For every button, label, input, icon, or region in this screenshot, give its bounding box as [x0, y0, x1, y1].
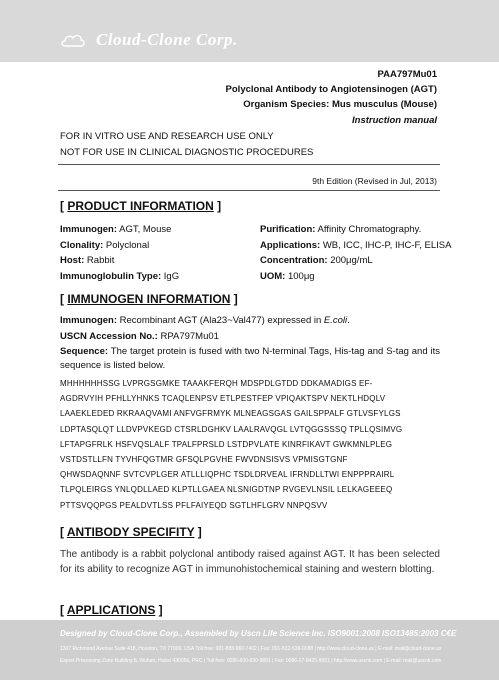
- sequence-description: Sequence: The target protein is fused with two N-terminal Tags, His-tag and S-tag and its sequence is listed below.: [60, 346, 441, 371]
- sequence-line: MHHHHHHSSG LVPRGSGMKE TAAAKFERQH MDSPDLGTDD DDKAMADIGS EF-: [60, 379, 373, 388]
- purification-row: Purification: Affinity Chromatography.: [260, 224, 422, 235]
- product-name: Polyclonal Antibody to Angiotensinogen (AGT): [225, 84, 437, 95]
- edition-text: 9th Edition (Revised in Jul, 2013): [312, 176, 437, 186]
- immunogen-row: Immunogen: AGT, Mouse: [60, 224, 172, 235]
- page-header: [0, 0, 499, 62]
- divider: [58, 164, 440, 165]
- immunogen-detail-row: Immunogen: Recombinant AGT (Ala23~Val477) expressed in E.coli.: [60, 315, 350, 326]
- cloud-logo-icon: [60, 32, 86, 48]
- page-footer: [0, 620, 499, 680]
- footer-prc-address: Export Processing Zone Building 8, Wuhan, Hubei 430056, PRC | Toll free: 0086-800-830-9881 | Fax: 0086-27-8425-9551 | http://www.uscnk.com | E-mail: mail@uscnk.com: [60, 658, 442, 664]
- research-use-notice: FOR IN VITRO USE AND RESEARCH USE ONLY: [60, 131, 274, 142]
- concentration-row: Concentration: 200μg/mL: [260, 255, 373, 266]
- sequence-line: TLPQLEIRGS YNLQDLLAED KLPTLLGAEA NLSNIGDTNP RVGEVLNSIL LELKAGEEEQ: [60, 485, 393, 495]
- applications-heading: [ APPLICATIONS ]: [60, 603, 163, 617]
- footer-us-address: 1307 Richmond Avenue Suite 418, Houston, TX 77006, USA Toll free: 001-888-960-7402 | Fax: 001-832-538-0088 | http://www.cloud-clone.us | E-mail: mail@cloud-clone.us: [60, 646, 442, 652]
- sequence-line: LDPTASQLQT LLDVPVKEGD CTSRLDGHKV LAALRAVQGL LVTQGGSSSQ TPLLQSIMVG: [60, 424, 403, 434]
- immunogen-information-heading: [ IMMUNOGEN INFORMATION ]: [60, 292, 238, 306]
- applications-row: Applications: WB, ICC, IHC-P, IHC-F, ELISA: [260, 240, 452, 251]
- immunoglobulin-type-row: Immunoglobulin Type: IgG: [60, 271, 180, 282]
- organism-species: Organism Species: Mus musculus (Mouse): [243, 99, 437, 110]
- sequence-line: PTTSVQQPGS PEALDVTLSS PFLFAIYEQD SGTLHFLGRV NNPQSVV: [60, 500, 328, 510]
- sequence-line: LFTAPGFRLK HSFVQSLALF TPALFPRSLD LSTDPVLATE KINRFIKAVT GWKMNLPLEG: [60, 439, 393, 449]
- host-row: Host: Rabbit: [60, 255, 115, 266]
- protein-sequence: [60, 376, 440, 513]
- clinical-use-notice: NOT FOR USE IN CLINICAL DIAGNOSTIC PROCEDURES: [60, 147, 314, 158]
- divider: [58, 190, 440, 191]
- sequence-line: VSTDSTLLFN TYVHFQGTMR GFSQLPGVHE FWVDNSISVS VPMISGTGNF: [60, 455, 348, 465]
- sequence-line: QHWSDAQNNF SVTCVPLGER ATLLLIQPHC TSDLDRVEAL IFRNDLLTWI ENPPPRAIRL: [60, 470, 395, 480]
- clonality-row: Clonality: Polyclonal: [60, 240, 150, 251]
- sequence-line: LAAEKLEDED RKRAAQVAMI ANFVGFRMYK MLNEAGSGAS GAILSPPALF GTLVSFYLGS: [60, 409, 401, 419]
- product-information-heading: [ PRODUCT INFORMATION ]: [60, 199, 222, 213]
- footer-designed-by: Designed by Cloud-Clone Corp., Assembled by Uscn Life Science Inc. ISO9001:2008 ISO13485:2003 C€E: [60, 629, 457, 638]
- doc-type: Instruction manual: [352, 115, 437, 126]
- product-code: PAA797Mu01: [377, 69, 437, 80]
- uscn-accession-row: USCN Accession No.: RPA797Mu01: [60, 331, 219, 342]
- antibody-specifity-heading: [ ANTIBODY SPECIFITY ]: [60, 525, 202, 539]
- antibody-specifity-text: The antibody is a rabbit polyclonal antibody raised against AGT. It has been selected for its ability to recognize AGT in immunohistochemical staining and western blotting.: [60, 549, 440, 575]
- sequence-line: AGDRVYIH PFHLLYHNKS TCAQLENPSV ETLPESTFEP VPIQAKTSPV NEKTLHDQLV: [60, 394, 386, 404]
- logo-text: Cloud-Clone Corp.: [96, 30, 238, 49]
- uom-row: UOM: 100μg: [260, 271, 315, 282]
